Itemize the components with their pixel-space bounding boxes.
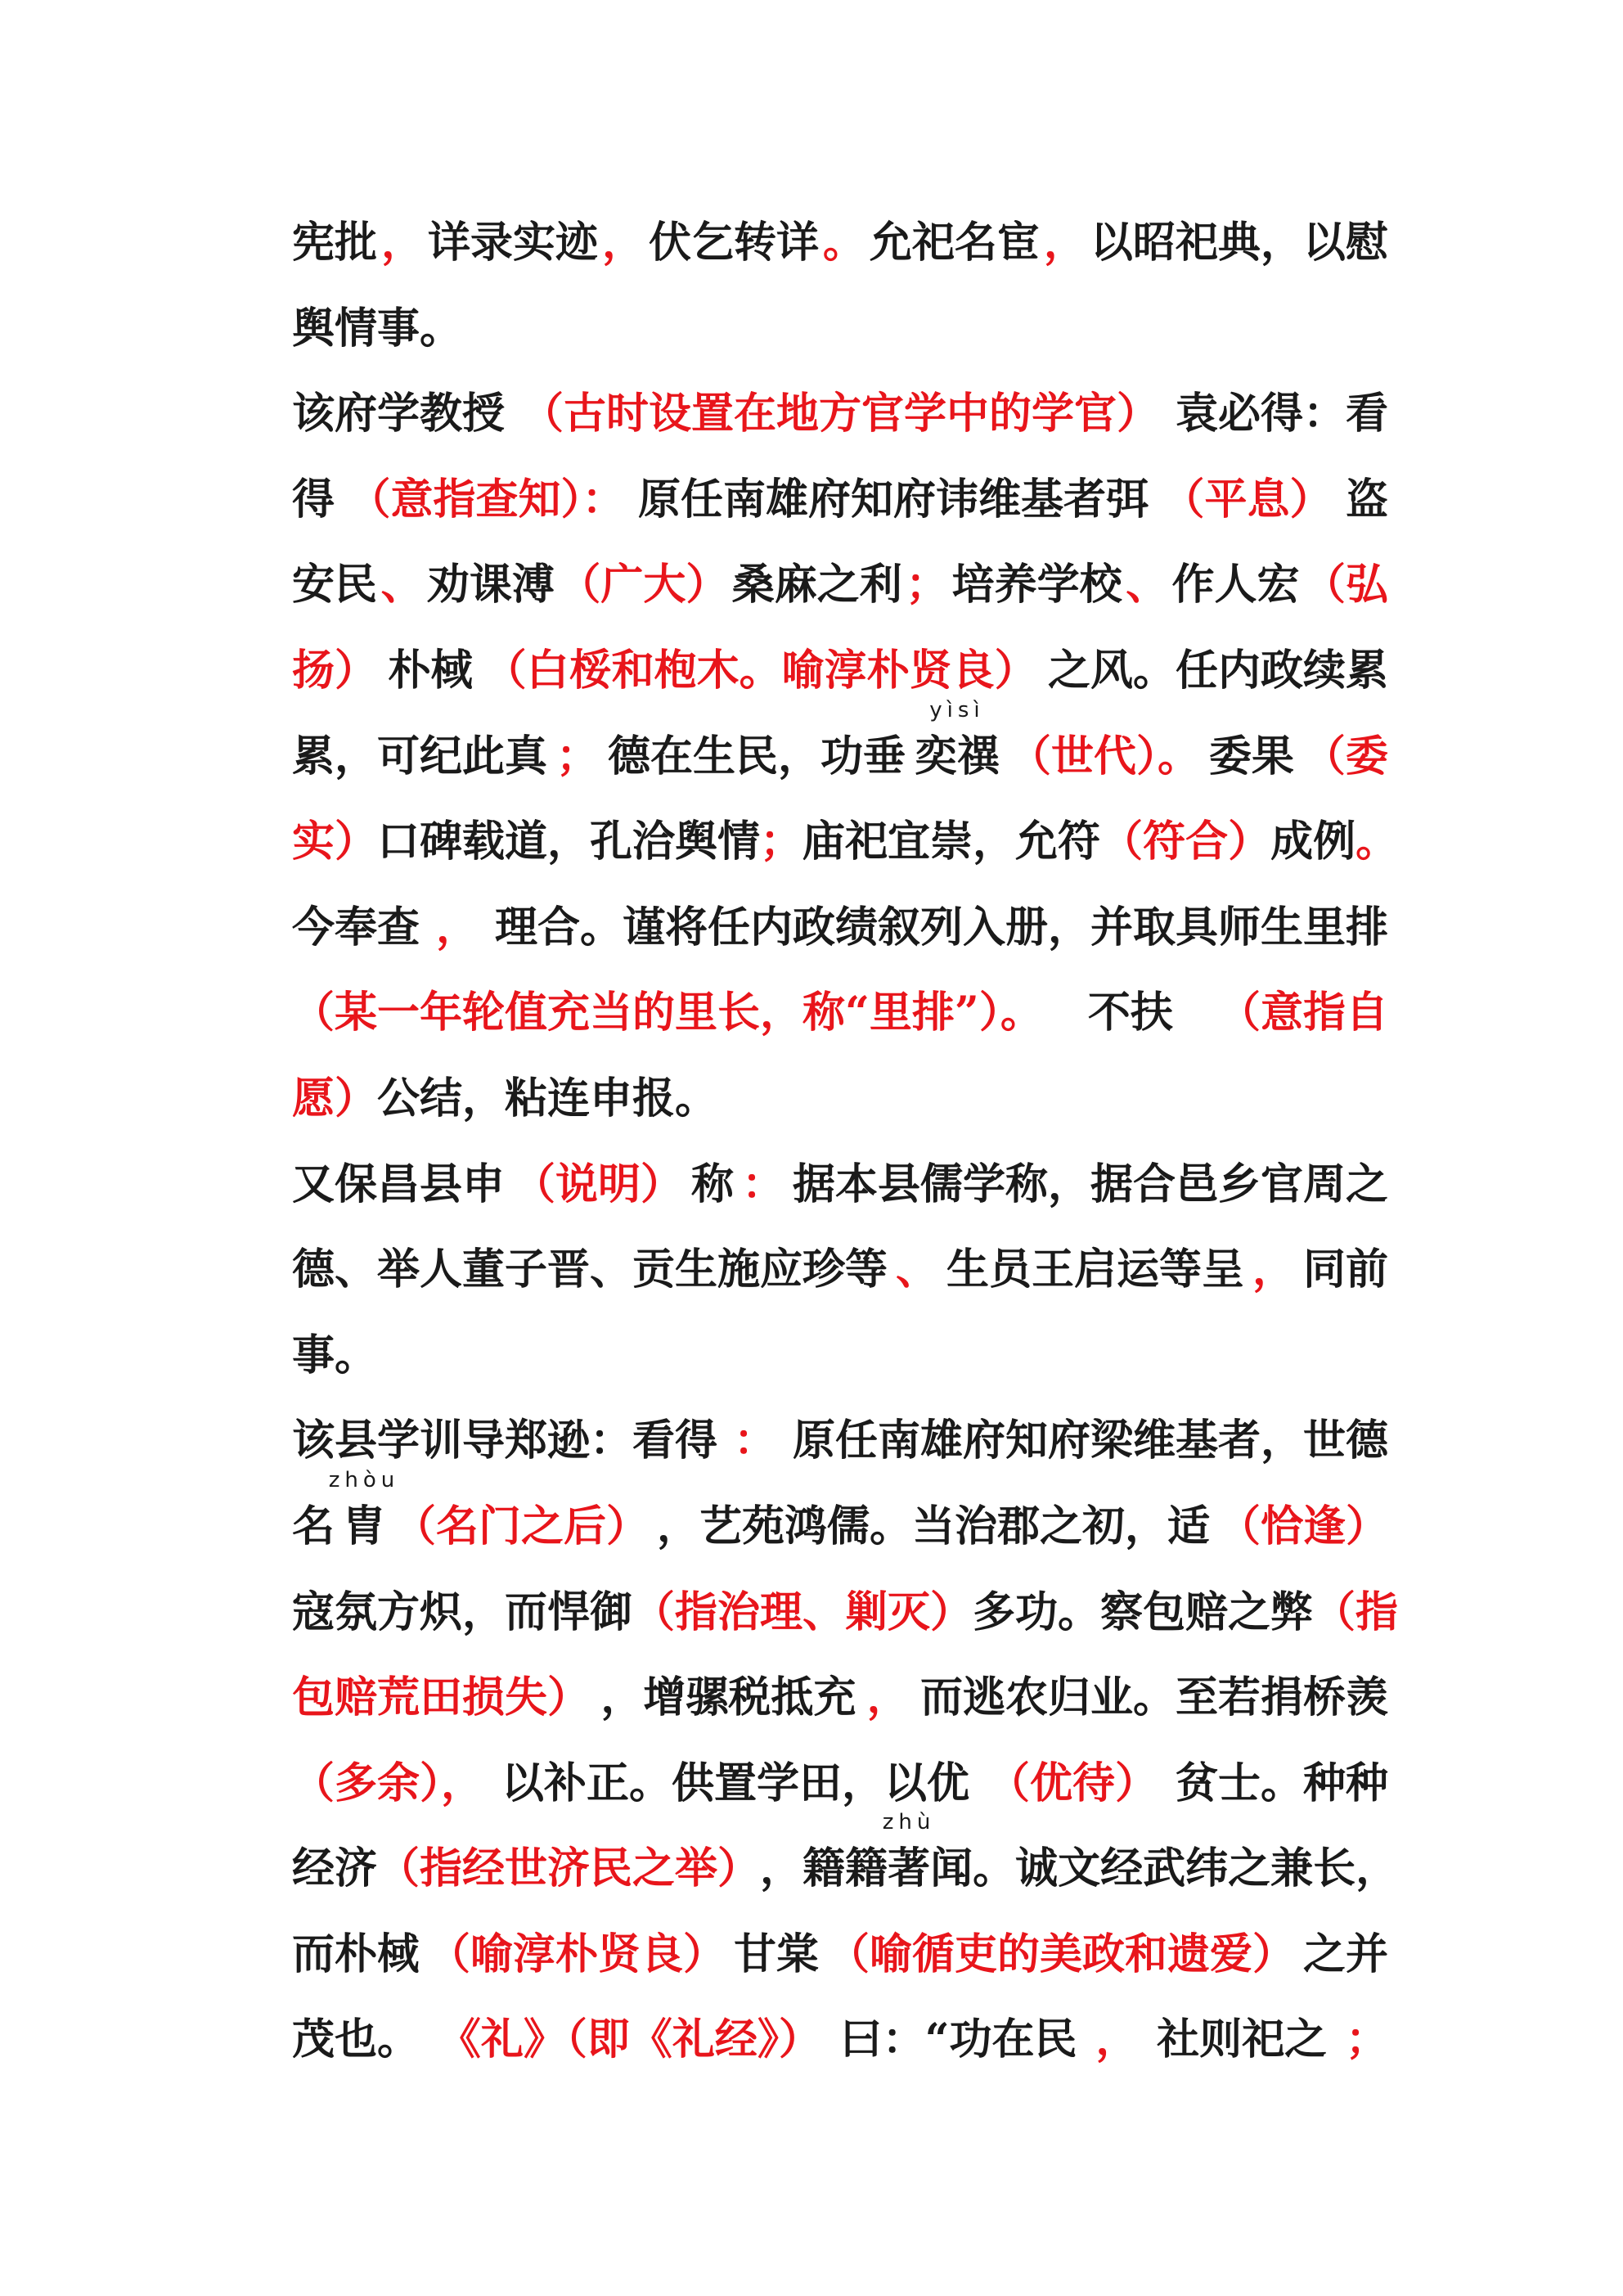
original-text: 允祀名宦	[869, 218, 1040, 268]
annotation-text: （平息）	[1162, 474, 1333, 524]
annotation-text: （优待）	[987, 1758, 1158, 1808]
original-text: 经济	[292, 1844, 378, 1894]
annotation-text: 、	[380, 560, 424, 610]
annotation-text: ，	[1043, 218, 1086, 268]
annotation-text: （指经世济民之举）	[377, 1844, 761, 1894]
original-text: 之并	[1302, 1929, 1388, 1979]
annotation-text: 包赔荒田损失）	[292, 1672, 591, 1723]
original-text: 该县学训导郑逊：看得	[292, 1416, 718, 1466]
annotation-text: （多余），	[292, 1758, 484, 1808]
annotation-text: ；	[760, 817, 803, 867]
original-text: ，艺苑鸿儒。当治郡之初，适	[656, 1501, 1210, 1551]
original-text: 伏乞转详	[648, 218, 819, 268]
original-text: 寇氛方炽，而悍御	[292, 1587, 633, 1637]
text-line	[292, 1313, 1388, 1399]
annotation-text: （委	[1302, 731, 1388, 781]
original-text: 舆情事。	[292, 303, 463, 353]
annotation-text: （世代）。	[1008, 731, 1200, 781]
original-text: 多功。察包赔之弊	[973, 1587, 1314, 1637]
original-text: 口碑载道，孔洽舆情	[377, 817, 761, 867]
original-text: 盗	[1345, 474, 1388, 524]
original-text	[882, 1810, 936, 1912]
original-text: 培养学校	[951, 560, 1122, 610]
original-text: 而朴棫	[292, 1929, 420, 1979]
annotation-text: （某一年轮值充当的里长，称“里排”）。	[292, 988, 1043, 1038]
glossed-character: 胄	[342, 1501, 385, 1551]
annotation-text: （喻淳朴贤良）	[427, 1929, 726, 1979]
annotation-text: ：	[733, 1416, 776, 1466]
text-line	[292, 371, 1388, 457]
annotation-text: 愿）	[292, 1073, 378, 1123]
annotation-text: 实）	[292, 817, 378, 867]
original-text: 生员王启运等呈	[946, 1245, 1244, 1295]
annotation-text: 、	[1126, 560, 1169, 610]
text-line	[292, 885, 1388, 971]
annotated-text-body	[292, 200, 1399, 2083]
annotation-text: （意指自	[1217, 988, 1388, 1038]
annotation-text: 《礼》（即《礼经》）	[438, 2015, 821, 2065]
text-line	[292, 200, 1388, 286]
original-text: 原任南雄府知府梁维基者，世德	[792, 1416, 1388, 1466]
text-line	[292, 1467, 1388, 1570]
text-line	[292, 1741, 1388, 1827]
original-text: 该府学教授	[292, 389, 506, 439]
original-text	[328, 1467, 400, 1570]
pinyin-gloss: zhòu	[328, 1467, 400, 1492]
original-text: 德、举人董子晋、贡生施应珍等	[292, 1245, 888, 1295]
original-text: 成例	[1270, 817, 1356, 867]
annotation-text: ，	[866, 1672, 910, 1723]
original-text: ，籍籍	[760, 1844, 888, 1894]
original-text: 得	[292, 474, 335, 524]
annotation-text: ，	[1095, 2015, 1139, 2065]
original-text: 社则祀之	[1157, 2015, 1328, 2065]
original-text: 名	[292, 1501, 335, 1551]
original-text: 今奉查	[292, 902, 420, 952]
text-line	[292, 799, 1399, 885]
annotation-text: ：	[741, 1159, 785, 1209]
original-text: 桑麻之利	[731, 560, 902, 610]
annotation-text: （广大）	[558, 560, 729, 610]
original-text: 同前	[1302, 1245, 1388, 1295]
original-text: 公结，粘连申报。	[377, 1073, 718, 1123]
annotation-text: ，	[380, 218, 424, 268]
original-text: 袁必得：看	[1175, 389, 1388, 439]
original-text	[914, 697, 1000, 800]
text-line	[292, 1912, 1388, 1998]
annotation-text: （名门之后）	[393, 1501, 649, 1551]
pinyin-gloss: zhù	[882, 1810, 936, 1835]
annotation-text: 扬）	[292, 645, 378, 696]
glossed-character: 奕禩	[914, 731, 1000, 781]
annotation-text: （恰逢）	[1217, 1501, 1388, 1551]
original-text: 安民	[292, 560, 378, 610]
annotation-text: （喻循吏的美政和遗爱）	[826, 1929, 1295, 1979]
original-text: 委果	[1208, 731, 1294, 781]
text-line	[292, 1142, 1388, 1228]
text-line	[292, 1655, 1388, 1741]
annotation-text: （说明）	[512, 1159, 683, 1209]
annotation-text: ，	[601, 218, 645, 268]
original-text: 之风。任内政续累	[1047, 645, 1388, 696]
original-text: 贫士。种种	[1175, 1758, 1388, 1808]
original-text: 而逃农归业。至若捐桥羡	[919, 1672, 1388, 1723]
original-text: ，增骡税抵充	[600, 1672, 856, 1723]
original-text: 又保昌县申	[292, 1159, 506, 1209]
original-text: 德在生民，功垂	[607, 731, 906, 781]
original-text: 详录实迹	[427, 218, 598, 268]
annotation-text: （意指查知）：	[348, 474, 625, 524]
original-text: 称	[690, 1159, 734, 1209]
annotation-text: 、	[895, 1245, 938, 1295]
text-line	[292, 1570, 1399, 1656]
text-line	[292, 1398, 1388, 1484]
text-line	[292, 1810, 1399, 1912]
annotation-text: ，	[1252, 1245, 1295, 1295]
annotation-text: （白桵和枹木。喻淳朴贤良）	[483, 645, 1037, 696]
annotation-text: （指治理、剿灭）	[632, 1587, 973, 1637]
text-line	[292, 286, 1388, 372]
annotation-text: ；	[906, 560, 949, 610]
original-text: 茂也。	[292, 2015, 420, 2065]
original-text: 事。	[292, 1330, 378, 1380]
text-line	[292, 457, 1388, 543]
original-text: 累，可纪此真	[292, 731, 548, 781]
text-line	[292, 542, 1388, 628]
original-text: 作人宏	[1171, 560, 1300, 610]
glossed-character: 著	[888, 1844, 931, 1894]
pinyin-gloss: yìsì	[929, 697, 985, 723]
annotation-text: ；	[555, 731, 599, 781]
text-line	[292, 628, 1388, 714]
text-line	[292, 970, 1388, 1056]
annotation-text: （古时设置在地方官学中的学官）	[520, 389, 1159, 439]
annotation-text: （符合）	[1100, 817, 1271, 867]
text-line	[292, 1056, 1388, 1142]
annotation-text: 。	[1355, 817, 1399, 867]
original-text: 庙祀宜崇，允符	[803, 817, 1101, 867]
original-text: 宪批	[292, 218, 378, 268]
text-line	[292, 1997, 1388, 2083]
original-text: 甘棠	[733, 1929, 819, 1979]
original-text: 原任南雄府知府讳维基者弭	[637, 474, 1149, 524]
original-text: 理合。谨将任内政绩叙列入册，并取具师生里排	[494, 902, 1388, 952]
annotation-text: （指	[1313, 1587, 1399, 1637]
original-text: 闻。诚文经武纬之兼长，	[930, 1844, 1399, 1894]
annotation-text: ；	[1345, 2015, 1388, 2065]
original-text: 朴棫	[388, 645, 474, 696]
original-text: 据本县儒学称，据合邑乡官周之	[792, 1159, 1388, 1209]
original-text: 以昭祀典，以慰	[1090, 218, 1388, 268]
original-text: 曰：“功在民	[839, 2015, 1077, 2065]
original-text: 不扶	[1087, 988, 1173, 1038]
text-line	[292, 1227, 1388, 1313]
annotation-text: ，	[435, 902, 479, 952]
annotation-text: （弘	[1302, 560, 1388, 610]
original-text: 以补正。供置学田，以优	[501, 1758, 969, 1808]
original-text: 劝课溥	[426, 560, 555, 610]
annotation-text: 。	[822, 218, 865, 268]
text-line	[292, 697, 1388, 800]
